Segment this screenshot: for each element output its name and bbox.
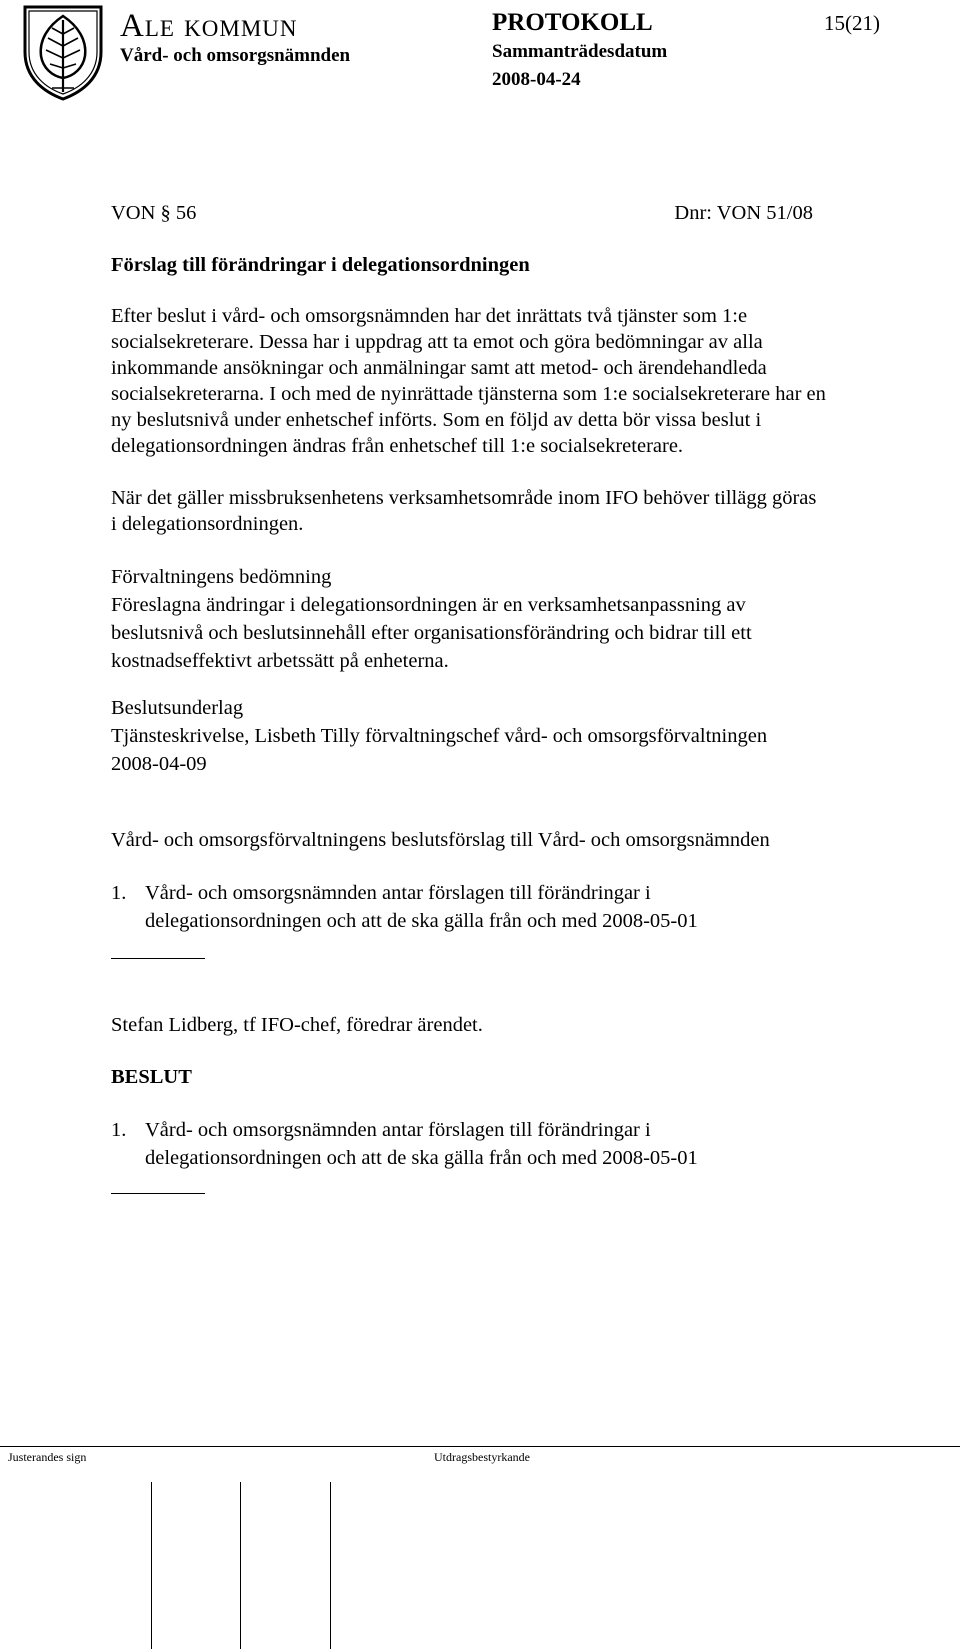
decision-item-number: 1. — [111, 1119, 127, 1141]
paragraph-line: i delegationsordningen. — [111, 513, 304, 535]
paragraph-line: inkommande ansökningar och anmälningar samt att metod- och ärendehandleda — [111, 357, 767, 379]
footer-rule — [0, 1446, 960, 1447]
paragraph-line: socialsekreterare. Dessa har i uppdrag att ta emot och göra bedömningar av alla — [111, 331, 763, 353]
meeting-date-value: 2008-04-24 — [492, 69, 581, 90]
paragraph-line: Efter beslut i vård- och omsorgsnämnden har det inrättats två tjänster som 1:e — [111, 305, 748, 327]
document-type: PROTOKOLL — [492, 9, 653, 36]
signature-box-divider — [330, 1482, 331, 1649]
separator-rule — [111, 1193, 205, 1194]
section-reference — [111, 200, 196, 226]
basis-heading: Beslutsunderlag — [111, 697, 244, 719]
decision-item-line: delegationsordningen och att de ska gälla från och med 2008-05-01 — [145, 1147, 698, 1169]
case-title: Förslag till förändringar i delegationsordningen — [111, 254, 530, 276]
ale-coat-of-arms-icon — [22, 4, 104, 102]
proposal-heading: Vård- och omsorgsförvaltningens beslutsförslag till Vård- och omsorgsnämnden — [111, 829, 770, 851]
decision-item-line: Vård- och omsorgsnämnden antar förslagen till förändringar i — [145, 1119, 651, 1141]
case-number: Dnr: VON 51/08 — [674, 202, 813, 224]
paragraph-line: delegationsordningen ändras från enhetschef till 1:e socialsekreterare. — [111, 435, 684, 457]
paragraph-line: När det gäller missbruksenhetens verksamhetsområde inom IFO behöver tillägg göras — [111, 487, 817, 509]
meeting-date-label: Sammanträdesdatum — [492, 41, 668, 62]
signature-box-divider — [151, 1482, 152, 1649]
extract-certification-label: Utdragsbestyrkande — [434, 1450, 530, 1464]
section-symbol: § — [160, 202, 171, 224]
signature-box-divider — [240, 1482, 241, 1649]
committee-name: Vård- och omsorgsnämnden — [120, 45, 351, 66]
proposal-item-line: Vård- och omsorgsnämnden antar förslagen till förändringar i — [145, 882, 651, 904]
paragraph-line: socialsekreterarna. I och med de nyinrättade tjänsterna som 1:e socialsekreterare har en — [111, 383, 826, 405]
presenter-note: Stefan Lidberg, tf IFO-chef, föredrar ärendet. — [111, 1014, 483, 1036]
proposal-item-line: delegationsordningen och att de ska gälla från och med 2008-05-01 — [145, 910, 698, 932]
page-number: 15(21) — [824, 11, 880, 35]
section-number: 56 — [175, 202, 197, 224]
organization-name: Ale kommun — [120, 8, 298, 44]
assessment-line: Föreslagna ändringar i delegationsordningen är en verksamhetsanpassning av — [111, 594, 746, 616]
signature-label: Justerandes sign — [8, 1450, 87, 1464]
decision-heading: BESLUT — [111, 1066, 192, 1088]
proposal-item-number: 1. — [111, 882, 127, 904]
basis-line: Tjänsteskrivelse, Lisbeth Tilly förvaltningschef vård- och omsorgsförvaltningen — [111, 725, 768, 747]
paragraph-line: ny beslutsnivå under enhetschef införts. Som en följd av detta bör vissa beslut i — [111, 409, 762, 431]
assessment-line: kostnadseffektivt arbetssätt på enheterna. — [111, 650, 449, 672]
separator-rule — [111, 958, 205, 959]
section-prefix: VON — [111, 202, 156, 224]
basis-line: 2008-04-09 — [111, 753, 207, 775]
assessment-line: beslutsnivå och beslutsinnehåll efter organisationsförändring och bidrar till ett — [111, 622, 752, 644]
assessment-heading: Förvaltningens bedömning — [111, 566, 332, 588]
